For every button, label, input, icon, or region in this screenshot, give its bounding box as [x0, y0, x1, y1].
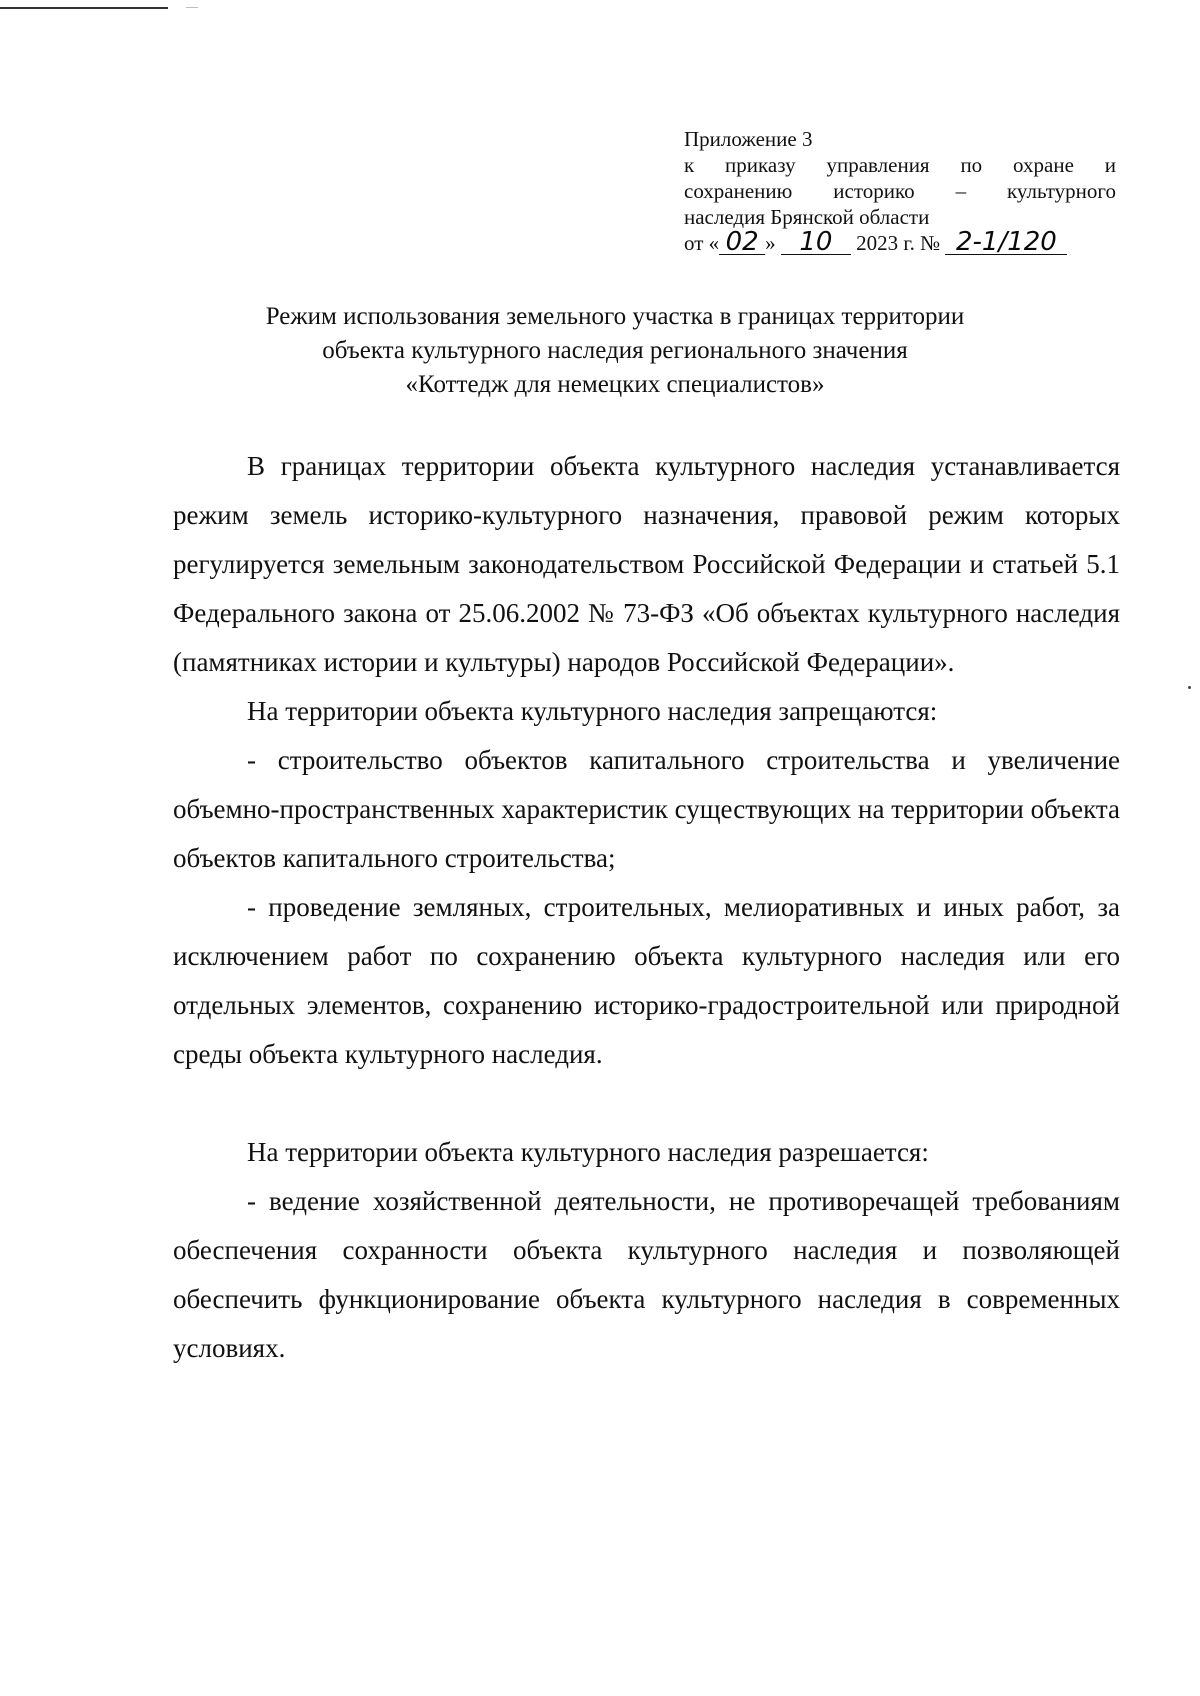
annex-order-line: к приказу управления по охране и — [684, 153, 1116, 177]
annex-department-line: сохранению историко – культурного — [684, 179, 1116, 203]
annex-region-line: наследия Брянской области — [684, 205, 930, 229]
paragraph-prohibited-item-1: - строительство объектов капитального строительства и увеличение объемно-пространственных характеристик существующих на территории объекта объектов капитального строительства; — [173, 745, 1120, 873]
handwritten-order-number: 2-1/120 — [945, 230, 1067, 255]
date-quote-close: » — [765, 231, 776, 255]
scan-edge-mark-faint — [186, 7, 198, 8]
document-title — [210, 300, 1020, 402]
annex-title: Приложение 3 — [684, 127, 813, 151]
paragraph-regime: В границах территории объекта культурного наследия устанавливается режим земель историко-культурного назначения, правовой режим которых регулируется земельным законодательством Российской Федерации и статьей 5.1 Федерального закона от 25.06.2002 № 73-ФЗ «Об объектах культурного наследия (памятниках истории и культуры) народов Российской Федерации». — [173, 451, 1120, 677]
title-line-3: «Коттедж для немецких специалистов» — [405, 371, 825, 398]
handwritten-day: 02 — [719, 230, 765, 255]
scan-edge-mark — [0, 7, 168, 9]
annex-date-line — [684, 227, 1116, 257]
handwritten-month: 10 — [781, 230, 851, 255]
document-body — [173, 442, 1120, 1373]
scan-speck — [1188, 686, 1191, 689]
title-line-1: Режим использования земельного участка в границах территории — [265, 303, 965, 330]
year-text: 2023 г. № — [856, 231, 941, 255]
date-prefix: от « — [684, 231, 720, 255]
paragraph-prohibited-heading: На территории объекта культурного наследия запрещаются: — [247, 696, 938, 726]
paragraph-permitted-heading: На территории объекта культурного наследия разрешается: — [247, 1137, 929, 1167]
annex-header — [684, 126, 1116, 256]
title-line-2: объекта культурного наследия регионального значения — [322, 337, 908, 364]
paragraph-permitted-item-1: - ведение хозяйственной деятельности, не противоречащей требованиям обеспечения сохранности объекта культурного наследия и позволяющей обеспечить функционирование объекта культурного наследия в современных условиях. — [173, 1186, 1120, 1363]
paragraph-prohibited-item-2: - проведение земляных, строительных, мелиоративных и иных работ, за исключением работ по сохранению объекта культурного наследия или его отдельных элементов, сохранению историко-градостроительной или природной среды объекта культурного наследия. — [173, 892, 1120, 1069]
